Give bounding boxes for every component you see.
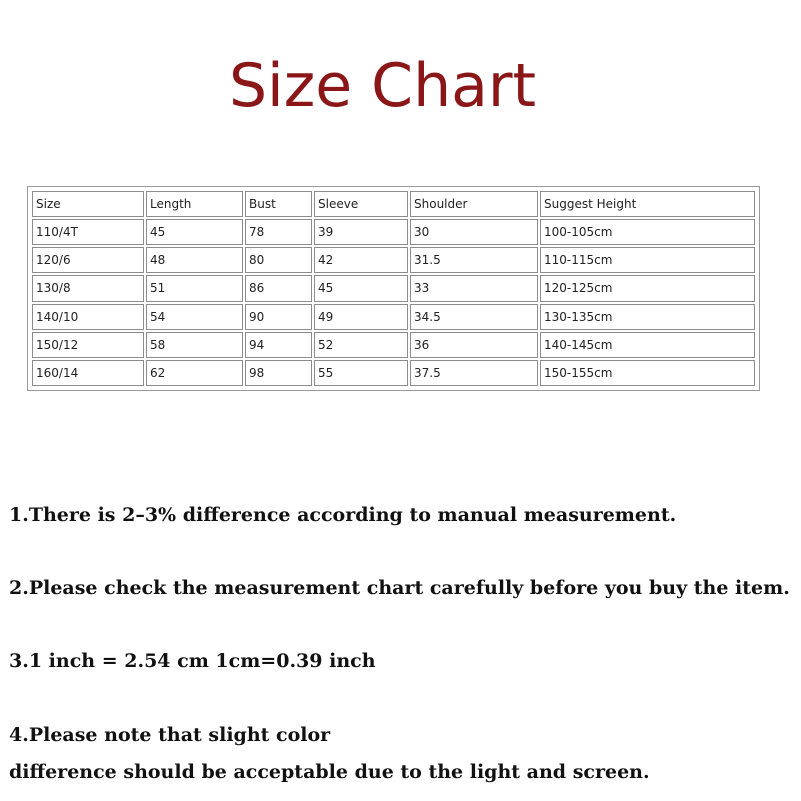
note-check-chart: 2.Please check the measurement chart carefully before you buy the item. — [9, 577, 790, 599]
table-cell: 49 — [314, 304, 408, 330]
table-cell: 34.5 — [410, 304, 538, 330]
page-title: Size Chart — [228, 51, 537, 121]
header-cell-shoulder: Shoulder — [410, 191, 538, 217]
table-row — [32, 360, 755, 386]
table-cell: 52 — [314, 332, 408, 358]
table-cell: 51 — [146, 275, 243, 301]
header-cell-suggest-height: Suggest Height — [540, 191, 755, 217]
table-cell: 58 — [146, 332, 243, 358]
table-cell: 31.5 — [410, 247, 538, 273]
table-row — [32, 219, 755, 245]
table-cell: 48 — [146, 247, 243, 273]
table-cell: 90 — [245, 304, 312, 330]
size-table — [30, 189, 757, 388]
header-cell-sleeve: Sleeve — [314, 191, 408, 217]
table-row — [32, 332, 755, 358]
table-cell: 39 — [314, 219, 408, 245]
table-cell: 130-135cm — [540, 304, 755, 330]
table-cell: 140-145cm — [540, 332, 755, 358]
table-cell: 37.5 — [410, 360, 538, 386]
table-cell: 120-125cm — [540, 275, 755, 301]
table-cell: 86 — [245, 275, 312, 301]
table-cell: 110-115cm — [540, 247, 755, 273]
note-manual-measurement: 1.There is 2–3% difference according to manual measurement. — [9, 504, 677, 526]
table-cell: 36 — [410, 332, 538, 358]
table-row — [32, 247, 755, 273]
table-cell: 33 — [410, 275, 538, 301]
note-unit-conversion: 3.1 inch = 2.54 cm 1cm=0.39 inch — [9, 650, 376, 672]
header-cell-size: Size — [32, 191, 144, 217]
note-color-difference-line1: 4.Please note that slight color — [9, 724, 331, 746]
table-cell: 42 — [314, 247, 408, 273]
table-cell: 140/10 — [32, 304, 144, 330]
table-cell: 78 — [245, 219, 312, 245]
header-cell-bust: Bust — [245, 191, 312, 217]
table-header-row — [32, 191, 755, 217]
table-cell: 150-155cm — [540, 360, 755, 386]
size-table-container — [27, 186, 760, 391]
table-cell: 30 — [410, 219, 538, 245]
table-cell: 150/12 — [32, 332, 144, 358]
table-cell: 120/6 — [32, 247, 144, 273]
table-cell: 110/4T — [32, 219, 144, 245]
table-cell: 98 — [245, 360, 312, 386]
table-cell: 80 — [245, 247, 312, 273]
note-color-difference-line2: difference should be acceptable due to the light and screen. — [9, 761, 650, 783]
table-cell: 100-105cm — [540, 219, 755, 245]
table-row — [32, 304, 755, 330]
table-cell: 130/8 — [32, 275, 144, 301]
table-cell: 45 — [146, 219, 243, 245]
table-cell: 54 — [146, 304, 243, 330]
table-cell: 55 — [314, 360, 408, 386]
table-cell: 94 — [245, 332, 312, 358]
table-row — [32, 275, 755, 301]
table-cell: 62 — [146, 360, 243, 386]
table-cell: 160/14 — [32, 360, 144, 386]
header-cell-length: Length — [146, 191, 243, 217]
table-cell: 45 — [314, 275, 408, 301]
